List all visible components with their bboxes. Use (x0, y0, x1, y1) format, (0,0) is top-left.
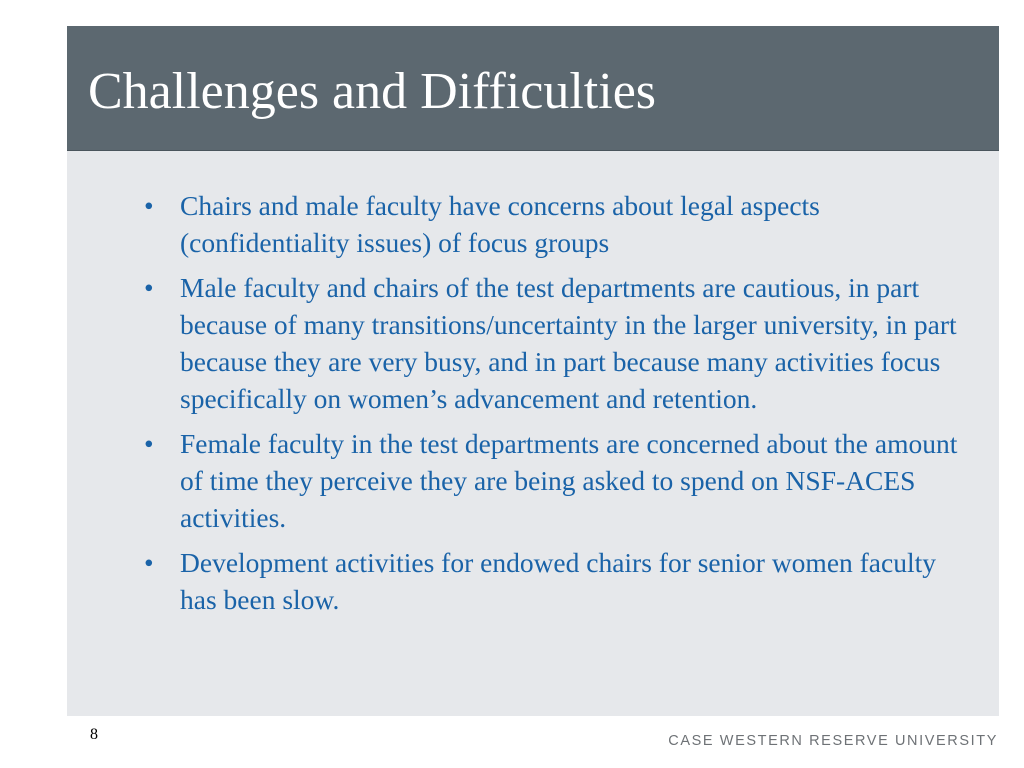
bullet-list (142, 187, 962, 626)
bullet-text: Chairs and male faculty have concerns about legal aspects (confidentiality issues) of focus groups (180, 190, 820, 258)
bullet-item (142, 187, 962, 261)
bullet-icon: • (144, 272, 154, 303)
page-number: 8 (90, 726, 98, 743)
bullet-text: Development activities for endowed chairs for senior women faculty has been slow. (180, 547, 936, 615)
bullet-item (142, 269, 962, 417)
bullet-text: Male faculty and chairs of the test departments are cautious, in part because of many transitions/uncertainty in the larger university, in part because they are very busy, and in part because many activities focus specifically on women’s advancement and retention. (180, 272, 957, 414)
bullet-text: Female faculty in the test departments are concerned about the amount of time they perceive they are being asked to spend on NSF-ACES activities. (180, 428, 958, 533)
slide-title: Challenges and Difficulties (88, 63, 657, 120)
content-panel (67, 151, 999, 716)
bullet-icon: • (144, 190, 154, 221)
bullet-icon: • (144, 428, 154, 459)
bullet-icon: • (144, 547, 154, 578)
bullet-item (142, 544, 962, 618)
bullet-item (142, 425, 962, 536)
university-logo: CASE WESTERN RESERVE UNIVERSITY (668, 733, 998, 749)
title-bar (67, 26, 999, 151)
